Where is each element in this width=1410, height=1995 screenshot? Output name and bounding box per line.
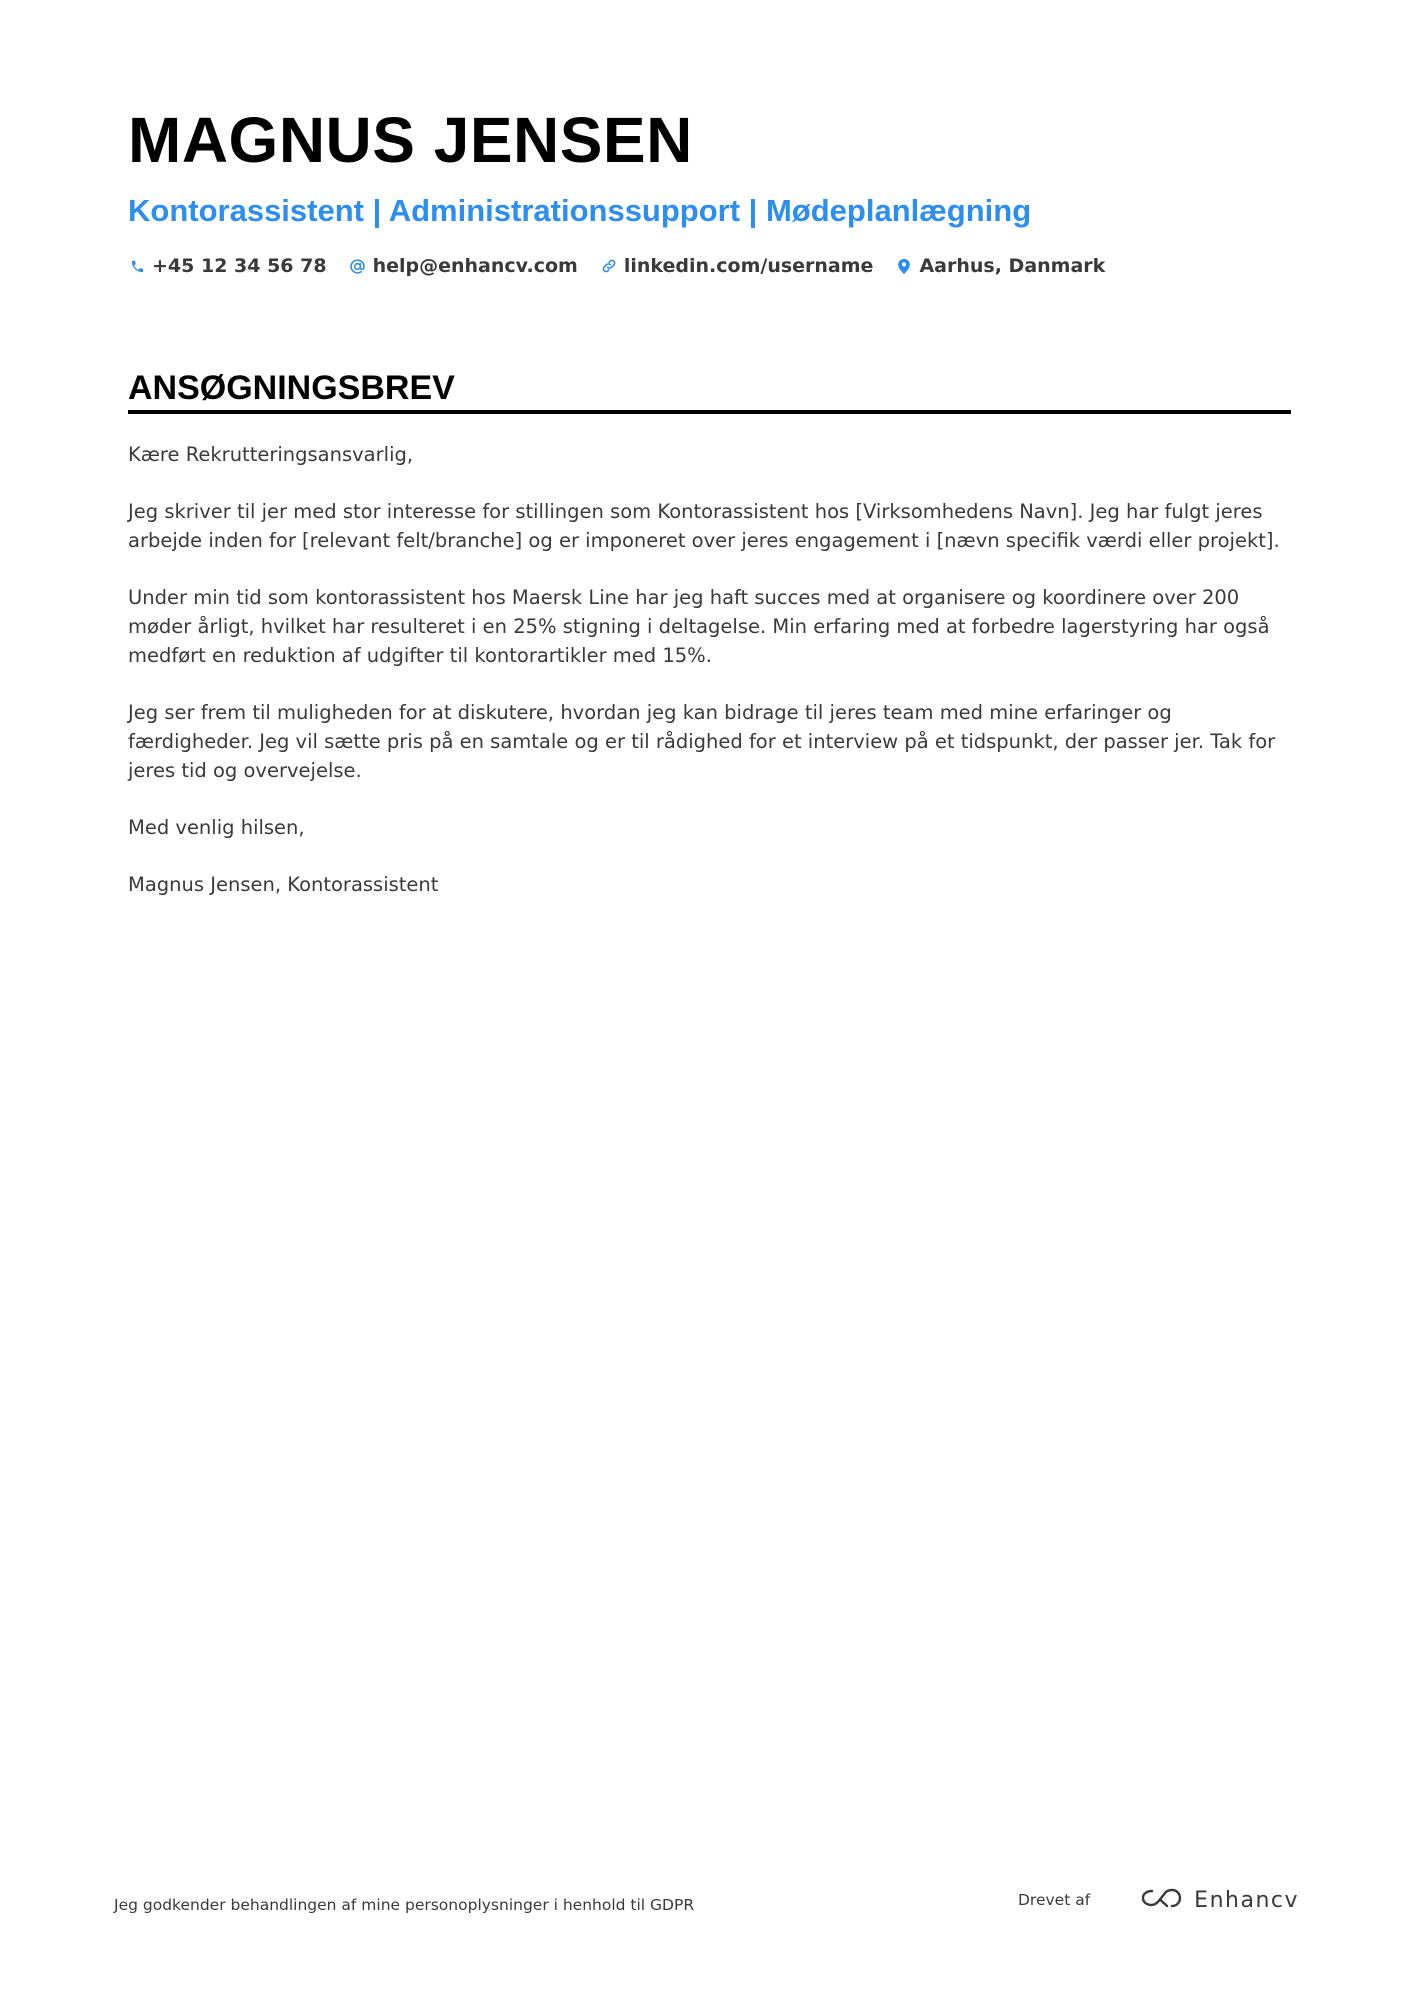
section-divider (128, 410, 1291, 414)
candidate-name: MAGNUS JENSEN (128, 104, 693, 176)
section-title: ANSØGNINGSBREV (128, 369, 455, 407)
enhancv-logo-icon (1138, 1886, 1184, 1914)
contact-phone[interactable] (128, 255, 327, 277)
contact-phone-text: +45 12 34 56 78 (152, 255, 327, 277)
enhancv-logo-text: Enhancv (1194, 1887, 1299, 1913)
contact-email-text: help@enhancv.com (372, 255, 578, 277)
contact-location-text: Aarhus, Danmark (919, 255, 1106, 277)
powered-by-label: Drevet af (1018, 1891, 1091, 1909)
candidate-headline: Kontorassistent | Administrationssupport | Mødeplanlægning (128, 193, 1032, 228)
contact-bar (128, 255, 1127, 277)
contact-linkedin-text: linkedin.com/username (623, 255, 874, 277)
letter-paragraph: Jeg skriver til jer med stor interesse for stillingen som Kontorassistent hos [Virksomhedens Navn]. Jeg har fulgt jeres arbejde inden for [relevant felt/branche] og er imponeret over jeres engagement i [nævn specifik værdi eller projekt]. (128, 500, 1280, 552)
gdpr-consent: Jeg godkender behandlingen af mine personoplysninger i henhold til GDPR (114, 1896, 695, 1914)
letter-greeting: Kære Rekrutteringsansvarlig, (128, 443, 414, 466)
contact-email[interactable] (349, 255, 578, 277)
phone-icon (128, 257, 146, 275)
letter-paragraph: Jeg ser frem til muligheden for at diskutere, hvordan jeg kan bidrage til jeres team med mine erfaringer og færdigheder. Jeg vil sætte pris på en samtale og er til rådighed for et interview på et tidspunkt, der passer jer. Tak for jeres tid og overvejelse. (128, 701, 1276, 782)
location-pin-icon (895, 257, 913, 275)
powered-by (1018, 1886, 1299, 1914)
contact-location (895, 255, 1105, 277)
link-icon (600, 257, 618, 275)
letter-body (128, 440, 1291, 927)
letter-paragraph: Under min tid som kontorassistent hos Maersk Line har jeg haft succes med at organisere og koordinere over 200 møder årligt, hvilket har resulteret i en 25% stigning i deltagelse. Min erfaring med at forbedre lagerstyring har også medført en reduktion af udgifter til kontorartikler med 15%. (128, 586, 1270, 667)
at-icon (349, 257, 367, 275)
letter-signature: Magnus Jensen, Kontorassistent (128, 873, 439, 896)
letter-closing: Med venlig hilsen, (128, 816, 305, 839)
enhancv-logo[interactable] (1138, 1886, 1299, 1914)
contact-linkedin[interactable] (600, 255, 874, 277)
